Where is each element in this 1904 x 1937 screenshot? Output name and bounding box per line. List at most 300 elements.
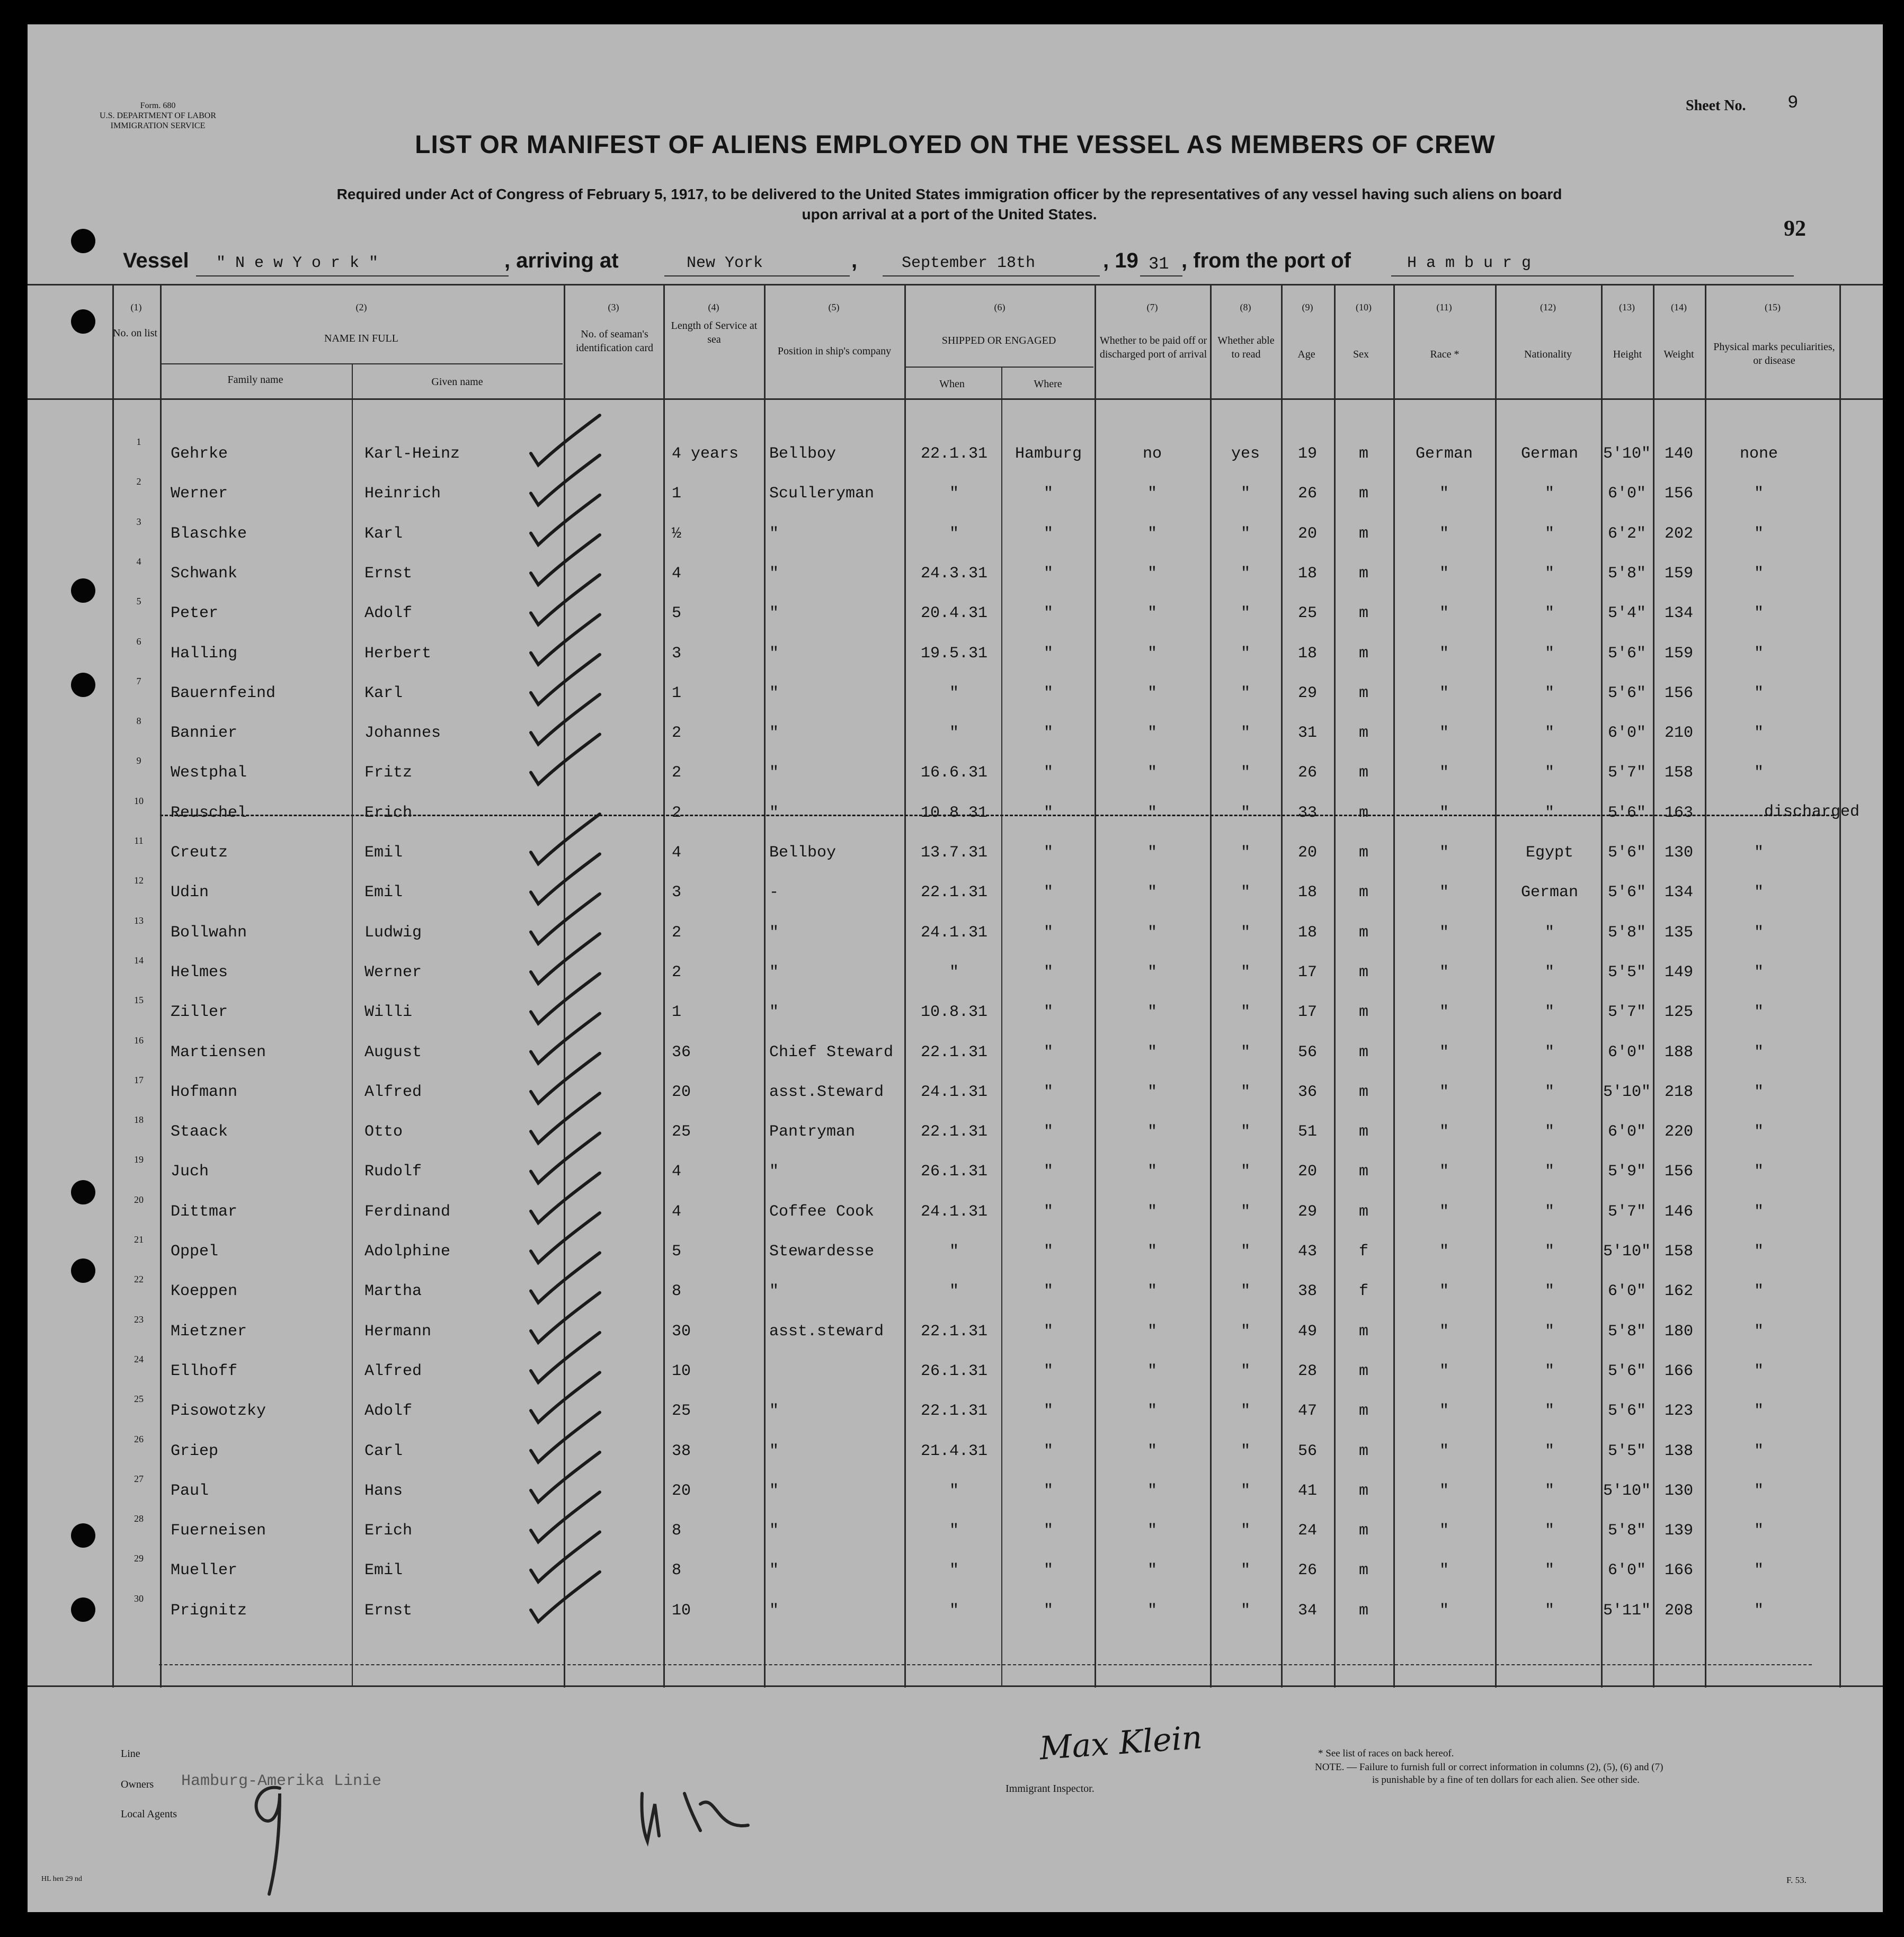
vessel-label: Vessel	[123, 249, 189, 272]
shipped-when-cell: 13.7.31	[920, 844, 988, 862]
height-cell: 5'5"	[1607, 1442, 1646, 1460]
position-cell: "	[769, 1442, 779, 1460]
paid-off-cell: "	[1147, 1561, 1157, 1580]
family-name-cell: Peter	[171, 604, 219, 623]
shipped-when-cell: "	[949, 1282, 959, 1301]
sex-cell: m	[1358, 1163, 1368, 1181]
row-number-cell: 28	[134, 1513, 144, 1524]
header-nationality: Nationality	[1524, 349, 1572, 360]
service-length-cell: 8	[672, 1282, 682, 1301]
paid-off-cell: "	[1147, 1601, 1157, 1620]
shipped-where-cell: "	[1043, 844, 1053, 862]
nationality-cell: "	[1544, 1362, 1554, 1380]
position-cell: Bellboy	[769, 844, 837, 862]
able-read-cell: "	[1240, 883, 1250, 902]
able-read-cell: "	[1240, 1282, 1250, 1301]
able-read-cell: "	[1240, 764, 1250, 782]
age-cell: 56	[1297, 1043, 1317, 1061]
column-divider	[1495, 284, 1497, 1688]
height-cell: 5'5"	[1607, 963, 1646, 981]
nationality-cell: "	[1544, 1083, 1554, 1101]
header-when: When	[939, 378, 965, 390]
handwritten-initials	[610, 1772, 801, 1852]
handwritten-mark	[237, 1778, 296, 1899]
race-cell: "	[1439, 1123, 1449, 1141]
binder-hole	[71, 1597, 95, 1622]
given-name-cell: Fritz	[364, 764, 413, 782]
column-number: (12)	[1540, 302, 1556, 313]
column-divider	[352, 363, 353, 1685]
sex-cell: m	[1358, 485, 1368, 503]
sex-cell: m	[1358, 1003, 1368, 1022]
weight-cell: 156	[1664, 485, 1693, 503]
race-cell: "	[1439, 764, 1449, 782]
height-cell: 5'10"	[1603, 445, 1651, 463]
shipped-where-cell: "	[1043, 564, 1053, 583]
document-title: LIST OR MANIFEST OF ALIENS EMPLOYED ON THE VESSEL AS MEMBERS OF CREW	[415, 131, 1496, 159]
row-number-cell: 18	[134, 1114, 144, 1126]
shipped-when-cell: 10.8.31	[920, 804, 988, 822]
family-name-cell: Paul	[171, 1481, 209, 1500]
nationality-cell: "	[1544, 1601, 1554, 1620]
binder-hole	[71, 578, 95, 603]
shipped-when-cell: "	[949, 1481, 959, 1500]
shipped-where-cell: "	[1043, 923, 1053, 942]
weight-cell: 202	[1664, 524, 1693, 543]
discharged-note: discharged	[1764, 802, 1860, 821]
rule	[1140, 275, 1182, 276]
sex-cell: m	[1358, 963, 1368, 981]
owners-value: Hamburg-Amerika Linie	[181, 1772, 382, 1790]
race-cell: "	[1439, 684, 1449, 702]
able-read-cell: "	[1240, 1362, 1250, 1380]
service-length-cell: 30	[672, 1322, 691, 1341]
service-length-cell: 1	[672, 1003, 682, 1022]
height-cell: 5'7"	[1607, 764, 1646, 782]
family-name-cell: Mueller	[171, 1561, 238, 1580]
age-cell: 56	[1297, 1442, 1317, 1460]
marks-cell: "	[1754, 684, 1764, 702]
family-name-cell: Helmes	[171, 963, 228, 981]
shipped-where-cell: "	[1043, 644, 1053, 663]
marks-cell: "	[1754, 604, 1764, 623]
given-name-cell: Emil	[364, 844, 403, 862]
sex-cell: m	[1358, 1362, 1368, 1380]
able-read-cell: "	[1240, 1402, 1250, 1421]
binder-hole	[71, 673, 95, 697]
race-cell: "	[1439, 1043, 1449, 1061]
position-cell: "	[769, 1003, 779, 1022]
age-cell: 18	[1297, 923, 1317, 942]
service-name: IMMIGRATION SERVICE	[110, 121, 206, 130]
paid-off-cell: "	[1147, 1123, 1157, 1141]
given-name-cell: Martha	[364, 1282, 422, 1301]
given-name-cell: Karl-Heinz	[364, 445, 460, 463]
sex-cell: m	[1358, 844, 1368, 862]
age-cell: 20	[1297, 1163, 1317, 1181]
shipped-when-cell: 24.1.31	[920, 923, 988, 942]
marks-cell: "	[1754, 524, 1764, 543]
nationality-cell: "	[1544, 764, 1554, 782]
subtitle-line-1: Required under Act of Congress of February 5, 1917, to be delivered to the United States immigration officer by the representatives of any vessel having such aliens on board	[336, 186, 1562, 202]
row-number-cell: 9	[136, 755, 141, 766]
marks-cell: "	[1754, 1481, 1764, 1500]
shipped-where-cell: "	[1043, 883, 1053, 902]
family-name-cell: Bauernfeind	[171, 684, 276, 702]
race-cell: "	[1439, 1481, 1449, 1500]
height-cell: 5'8"	[1607, 1522, 1646, 1540]
header-seaman-card: No. of seaman's identification card	[575, 328, 654, 354]
age-cell: 26	[1297, 1561, 1317, 1580]
shipped-where-cell: "	[1043, 1043, 1053, 1061]
inspector-label: Immigrant Inspector.	[1006, 1783, 1095, 1795]
given-name-cell: Ferdinand	[364, 1202, 451, 1221]
weight-cell: 159	[1664, 564, 1693, 583]
nationality-cell: "	[1544, 1243, 1554, 1261]
age-cell: 17	[1297, 1003, 1317, 1022]
weight-cell: 158	[1664, 1243, 1693, 1261]
age-cell: 28	[1297, 1362, 1317, 1380]
age-cell: 51	[1297, 1123, 1317, 1141]
race-cell: German	[1415, 445, 1473, 463]
row-number-cell: 4	[136, 556, 141, 567]
shipped-when-cell: 16.6.31	[920, 764, 988, 782]
row-number-cell: 27	[134, 1473, 144, 1484]
height-cell: 5'6"	[1607, 644, 1646, 663]
height-cell: 5'8"	[1607, 564, 1646, 583]
weight-cell: 156	[1664, 684, 1693, 702]
service-length-cell: 2	[672, 804, 682, 822]
shipped-when-cell: 22.1.31	[920, 1123, 988, 1141]
service-length-cell: 3	[672, 644, 682, 663]
able-read-cell: "	[1240, 1322, 1250, 1341]
height-cell: 5'7"	[1607, 1003, 1646, 1022]
marks-cell: "	[1754, 764, 1764, 782]
race-cell: "	[1439, 1561, 1449, 1580]
weight-cell: 125	[1664, 1003, 1693, 1022]
height-cell: 5'8"	[1607, 1322, 1646, 1341]
shipped-where-cell: "	[1043, 764, 1053, 782]
shipped-when-cell: 22.1.31	[920, 1043, 988, 1061]
able-read-cell: "	[1240, 1561, 1250, 1580]
family-name-cell: Martiensen	[171, 1043, 266, 1061]
nationality-cell: "	[1544, 1481, 1554, 1500]
rule	[664, 275, 850, 276]
shipped-when-cell: "	[949, 524, 959, 543]
marks-cell: "	[1754, 1083, 1764, 1101]
shipped-when-cell: "	[949, 684, 959, 702]
weight-cell: 139	[1664, 1522, 1693, 1540]
sex-cell: m	[1358, 445, 1368, 463]
paid-off-cell: "	[1147, 1402, 1157, 1421]
shipped-when-cell: 26.1.31	[920, 1163, 988, 1181]
shipped-where-cell: "	[1043, 724, 1053, 743]
shipped-where-cell: "	[1043, 1282, 1053, 1301]
position-cell: "	[769, 564, 779, 583]
able-read-cell: "	[1240, 1522, 1250, 1540]
shipped-when-cell: "	[949, 1601, 959, 1620]
sex-cell: m	[1358, 524, 1368, 543]
race-cell: "	[1439, 844, 1449, 862]
position-cell: Stewardesse	[769, 1243, 875, 1261]
table-top-border	[28, 284, 1883, 285]
sex-cell: m	[1358, 684, 1368, 702]
given-name-cell: Rudolf	[364, 1163, 422, 1181]
given-name-cell: Alfred	[364, 1083, 422, 1101]
race-cell: "	[1439, 883, 1449, 902]
shipped-where-cell: Hamburg	[1015, 445, 1082, 463]
shipped-where-cell: "	[1043, 1163, 1053, 1181]
arriving-label: , arriving at	[504, 249, 619, 272]
race-cell: "	[1439, 485, 1449, 503]
race-cell: "	[1439, 1243, 1449, 1261]
row-number-cell: 14	[134, 954, 144, 966]
race-cell: "	[1439, 1522, 1449, 1540]
height-cell: 5'10"	[1603, 1083, 1651, 1101]
position-cell: "	[769, 1282, 779, 1301]
marks-cell: "	[1754, 883, 1764, 902]
weight-cell: 162	[1664, 1282, 1693, 1301]
able-read-cell: "	[1240, 844, 1250, 862]
marks-cell: "	[1754, 1003, 1764, 1022]
able-read-cell: "	[1240, 524, 1250, 543]
marks-cell: "	[1754, 923, 1764, 942]
age-cell: 24	[1297, 1522, 1317, 1540]
shipped-when-cell: "	[949, 1522, 959, 1540]
print-code: HL hen 29 nd	[41, 1875, 82, 1883]
age-cell: 47	[1297, 1402, 1317, 1421]
row-number-cell: 11	[134, 835, 144, 846]
paid-off-cell: "	[1147, 1003, 1157, 1022]
position-cell: "	[769, 684, 779, 702]
age-cell: 41	[1297, 1481, 1317, 1500]
service-length-cell: 10	[672, 1601, 691, 1620]
column-number: (7)	[1146, 302, 1158, 313]
nationality-cell: "	[1544, 963, 1554, 981]
weight-cell: 134	[1664, 883, 1693, 902]
able-read-cell: "	[1240, 1083, 1250, 1101]
height-cell: 5'10"	[1603, 1243, 1651, 1261]
rule	[196, 275, 509, 276]
header-shipped: SHIPPED OR ENGAGED	[941, 335, 1056, 346]
shipped-where-cell: "	[1043, 524, 1053, 543]
height-cell: 5'11"	[1603, 1601, 1651, 1620]
line-label: Line	[121, 1748, 140, 1760]
service-length-cell: 4	[672, 844, 682, 862]
column-number: (9)	[1302, 302, 1313, 313]
height-cell: 5'10"	[1603, 1481, 1651, 1500]
weight-cell: 210	[1664, 724, 1693, 743]
year-prefix: , 19	[1103, 249, 1138, 272]
name-subheader-rule	[160, 363, 563, 364]
weight-cell: 166	[1664, 1561, 1693, 1580]
weight-cell: 130	[1664, 1481, 1693, 1500]
nationality-cell: "	[1544, 485, 1554, 503]
height-cell: 5'6"	[1607, 883, 1646, 902]
given-name-cell: Emil	[364, 883, 403, 902]
given-name-cell: Hans	[364, 1481, 403, 1500]
header-marks: Physical marks peculiarities, or disease	[1713, 341, 1835, 367]
marks-cell: "	[1754, 1601, 1764, 1620]
able-read-cell: "	[1240, 564, 1250, 583]
race-cell: "	[1439, 1282, 1449, 1301]
able-read-cell: "	[1240, 1163, 1250, 1181]
age-cell: 36	[1297, 1083, 1317, 1101]
binder-hole	[71, 1523, 95, 1548]
age-cell: 26	[1297, 485, 1317, 503]
row-number-cell: 10	[134, 795, 144, 806]
sex-cell: m	[1358, 764, 1368, 782]
service-length-cell: 25	[672, 1123, 691, 1141]
family-name-cell: Fuerneisen	[171, 1522, 266, 1540]
row-number-cell: 2	[136, 476, 141, 487]
service-length-cell: 8	[672, 1522, 682, 1540]
sex-cell: m	[1358, 1322, 1368, 1341]
age-cell: 43	[1297, 1243, 1317, 1261]
penalty-note-1: NOTE. — Failure to furnish full or correct information in columns (2), (5), (6) and (7)	[1315, 1762, 1663, 1773]
form-number: Form. 680	[140, 101, 176, 110]
marks-cell: "	[1754, 1522, 1764, 1540]
able-read-cell: "	[1240, 963, 1250, 981]
form-identifier	[78, 101, 237, 131]
able-read-cell: "	[1240, 1442, 1250, 1460]
service-length-cell: 20	[672, 1481, 691, 1500]
shipped-where-cell: "	[1043, 1243, 1053, 1261]
subtitle-line-2: upon arrival at a port of the United States.	[802, 206, 1097, 222]
manifest-sheet	[28, 24, 1883, 1912]
column-divider	[904, 284, 906, 1688]
paid-off-cell: "	[1147, 724, 1157, 743]
family-name-cell: Halling	[171, 644, 238, 663]
weight-cell: 163	[1664, 804, 1693, 822]
paid-off-cell: "	[1147, 1083, 1157, 1101]
nationality-cell: "	[1544, 644, 1554, 663]
nationality-cell: "	[1544, 1202, 1554, 1221]
paid-off-cell: "	[1147, 644, 1157, 663]
handwritten-check-marks	[520, 406, 690, 1677]
vessel-name: " N e w Y o r k "	[216, 254, 379, 272]
service-length-cell: 25	[672, 1402, 691, 1421]
shipped-when-cell: 24.1.31	[920, 1083, 988, 1101]
height-cell: 5'8"	[1607, 923, 1646, 942]
age-cell: 17	[1297, 963, 1317, 981]
sex-cell: m	[1358, 1402, 1368, 1421]
weight-cell: 135	[1664, 923, 1693, 942]
position-cell: "	[769, 524, 779, 543]
height-cell: 5'6"	[1607, 1362, 1646, 1380]
height-cell: 6'0"	[1607, 1043, 1646, 1061]
position-cell: Pantryman	[769, 1123, 856, 1141]
sheet-label: Sheet No.	[1686, 97, 1746, 114]
weight-cell: 146	[1664, 1202, 1693, 1221]
paid-off-cell: "	[1147, 844, 1157, 862]
position-cell: "	[769, 724, 779, 743]
sex-cell: f	[1358, 1243, 1368, 1261]
family-name-cell: Griep	[171, 1442, 219, 1460]
nationality-cell: "	[1544, 724, 1554, 743]
marks-cell: "	[1754, 1202, 1764, 1221]
weight-cell: 188	[1664, 1043, 1693, 1061]
able-read-cell: "	[1240, 1243, 1250, 1261]
binder-hole	[71, 309, 95, 334]
height-cell: 5'6"	[1607, 1402, 1646, 1421]
given-name-cell: Heinrich	[364, 485, 441, 503]
paid-off-cell: "	[1147, 1163, 1157, 1181]
shipped-when-cell: 10.8.31	[920, 1003, 988, 1022]
shipped-when-cell: 22.1.31	[920, 1322, 988, 1341]
sex-cell: m	[1358, 1202, 1368, 1221]
age-cell: 38	[1297, 1282, 1317, 1301]
shipped-where-cell: "	[1043, 1322, 1053, 1341]
sex-cell: m	[1358, 804, 1368, 822]
nationality-cell: "	[1544, 1163, 1554, 1181]
race-cell: "	[1439, 724, 1449, 743]
position-cell: "	[769, 604, 779, 623]
marks-cell: "	[1754, 1402, 1764, 1421]
race-cell: "	[1439, 1163, 1449, 1181]
family-name-cell: Bannier	[171, 724, 238, 743]
weight-cell: 149	[1664, 963, 1693, 981]
given-name-cell: August	[364, 1043, 422, 1061]
sex-cell: m	[1358, 644, 1368, 663]
given-name-cell: Otto	[364, 1123, 403, 1141]
nationality-cell: "	[1544, 1561, 1554, 1580]
family-name-cell: Prignitz	[171, 1601, 247, 1620]
shipped-where-cell: "	[1043, 485, 1053, 503]
race-cell: "	[1439, 1402, 1449, 1421]
weight-cell: 220	[1664, 1123, 1693, 1141]
shipped-subheader-rule	[904, 367, 1093, 368]
shipped-when-cell: 22.1.31	[920, 883, 988, 902]
marks-cell: none	[1739, 445, 1778, 463]
column-number: (10)	[1356, 302, 1372, 313]
service-length-cell: 38	[672, 1442, 691, 1460]
owners-label: Owners	[121, 1779, 154, 1790]
shipped-where-cell: "	[1043, 1522, 1053, 1540]
races-note: * See list of races on back hereof.	[1318, 1748, 1454, 1759]
age-cell: 26	[1297, 764, 1317, 782]
paid-off-cell: "	[1147, 963, 1157, 981]
column-number: (2)	[355, 302, 367, 313]
age-cell: 18	[1297, 883, 1317, 902]
weight-cell: 140	[1664, 445, 1693, 463]
given-name-cell: Willi	[364, 1003, 413, 1022]
column-number: (3)	[608, 302, 619, 313]
given-name-cell: Karl	[364, 524, 403, 543]
height-cell: 6'0"	[1607, 1123, 1646, 1141]
paid-off-cell: "	[1147, 1202, 1157, 1221]
able-read-cell: "	[1240, 923, 1250, 942]
shipped-where-cell: "	[1043, 1362, 1053, 1380]
family-name-cell: Staack	[171, 1123, 228, 1141]
shipped-when-cell: 24.1.31	[920, 1202, 988, 1221]
age-cell: 25	[1297, 604, 1317, 623]
column-divider	[112, 284, 114, 1688]
service-length-cell: 2	[672, 923, 682, 942]
position-cell: "	[769, 1163, 779, 1181]
given-name-cell: Ernst	[364, 564, 413, 583]
shipped-where-cell: "	[1043, 1481, 1053, 1500]
sex-cell: m	[1358, 1561, 1368, 1580]
nationality-cell: "	[1544, 564, 1554, 583]
able-read-cell: "	[1240, 1043, 1250, 1061]
service-length-cell: 4 years	[672, 445, 739, 463]
column-divider	[1705, 284, 1706, 1688]
shipped-when-cell: "	[949, 485, 959, 503]
given-name-cell: Erich	[364, 804, 413, 822]
paid-off-cell: "	[1147, 604, 1157, 623]
given-name-cell: Erich	[364, 1522, 413, 1540]
